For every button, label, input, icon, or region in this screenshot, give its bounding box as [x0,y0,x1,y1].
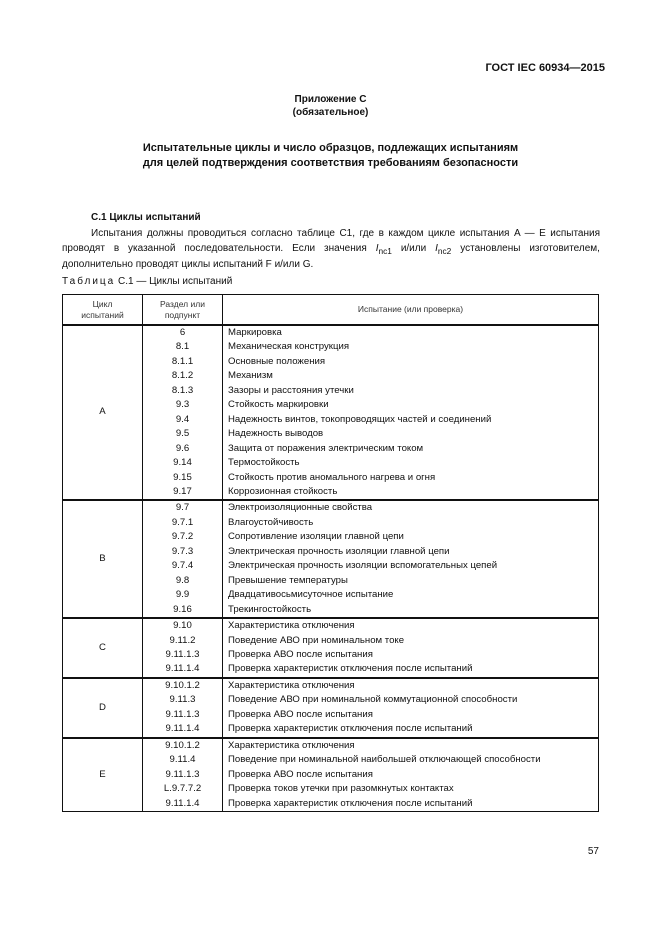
section-cell: 9.17 [143,485,223,500]
para-text: и/или [391,242,436,254]
section-cell: 9.11.1.4 [143,662,223,677]
section-cell: 9.11.1.4 [143,797,223,812]
para-text: установлены изготовителем, дополнительно проводят циклы испытаний F и/или G. [62,242,600,270]
section-cell: 8.1 [143,340,223,354]
test-cell: Поведение АВО при номинальной коммутационной способности [223,693,599,707]
section-cell: 9.7 [143,500,223,515]
symbol: I [435,242,438,254]
test-cell: Электрическая прочность изоляции главной цепи [223,545,599,559]
test-cell: Характеристика отключения [223,618,599,633]
table-row [63,648,599,662]
cycle-cell: C [63,618,143,678]
subscript: nc2 [437,245,452,256]
test-cell: Сопротивление изоляции главной цепи [223,530,599,544]
table-row [63,530,599,544]
section-cell: 9.7.1 [143,516,223,530]
section-cell: 9.11.2 [143,634,223,648]
document-title-line2: для целей подтверждения соответствия требованиям безопасности [142,157,519,169]
table-row [63,722,599,737]
test-cell: Электроизоляционные свойства [223,500,599,515]
section-cell: 9.10.1.2 [143,678,223,693]
test-cell: Проверка токов утечки при разомкнутых контактах [223,782,599,796]
document-title-line1: Испытательные циклы и число образцов, подлежащих испытаниям [142,142,519,154]
table-row [63,369,599,383]
cycle-cell: A [63,325,143,500]
section-cell: 6 [143,325,223,340]
table-row [63,768,599,782]
table-row [63,662,599,677]
para-text: Испытания должны проводиться согласно таблице C1, где в каждом цикле испытания A — E испытания проводят в указанной последовательности. Если значения [62,228,600,254]
table-row [63,797,599,812]
test-cell: Основные положения [223,355,599,369]
test-cell: Проверка характеристик отключения после испытаний [223,662,599,677]
table-row [63,708,599,722]
table-row [63,500,599,515]
section-cell: 9.11.1.3 [143,648,223,662]
test-cell: Проверка характеристик отключения после испытаний [223,722,599,737]
appendix-title: Приложение C [294,94,367,105]
standard-number: ГОСТ IEC 60934—2015 [485,62,605,74]
header-section: Раздел или подпункт [143,295,223,326]
section-cell: 9.7.3 [143,545,223,559]
section-cell: 8.1.3 [143,384,223,398]
cycle-cell: D [63,678,143,738]
table-row [63,618,599,633]
table-row [63,413,599,427]
section-cell: 9.16 [143,603,223,618]
table-row [63,516,599,530]
cycle-cell: E [63,738,143,812]
table-row [63,427,599,441]
page-number: 57 [587,846,599,857]
test-cell: Трекингостойкость [223,603,599,618]
test-cell: Влагоустойчивость [223,516,599,530]
test-cell: Механическая конструкция [223,340,599,354]
section-cell: 8.1.1 [143,355,223,369]
section-cell: 9.7.2 [143,530,223,544]
test-cell: Маркировка [223,325,599,340]
symbol: I [375,242,379,254]
test-cell: Проверка АВО после испытания [223,708,599,722]
test-cell: Превышение температуры [223,574,599,588]
section-heading: C.1 Циклы испытаний [91,212,201,223]
section-cell: 9.10 [143,618,223,633]
test-cell: Проверка АВО после испытания [223,768,599,782]
caption-word: Таблица [62,276,116,287]
section-paragraph [62,227,600,273]
test-cell: Поведение АВО при номинальном токе [223,634,599,648]
section-cell: 9.10.1.2 [143,738,223,753]
test-cycles-table [62,294,599,812]
table-row [63,355,599,369]
table-caption [62,276,232,287]
table-row [63,753,599,767]
table-row [63,442,599,456]
section-cell: 9.3 [143,398,223,412]
section-cell: 9.11.1.4 [143,722,223,737]
test-cell: Двадцативосьмисуточное испытание [223,588,599,602]
subscript: nc1 [378,245,392,256]
table-row [63,634,599,648]
table-row [63,559,599,573]
test-cell: Стойкость против аномального нагрева и огня [223,471,599,485]
table-row [63,738,599,753]
test-cell: Поведение при номинальной наибольшей отключающей способности [223,753,599,767]
section-cell: 9.14 [143,456,223,470]
table-row [63,384,599,398]
appendix-status: (обязательное) [292,107,369,118]
test-cell: Электрическая прочность изоляции вспомогательных цепей [223,559,599,573]
section-cell: 9.7.4 [143,559,223,573]
test-cell: Термостойкость [223,456,599,470]
section-cell: 9.11.1.3 [143,708,223,722]
table-row [63,678,599,693]
table-row [63,588,599,602]
section-cell: 9.9 [143,588,223,602]
table-row [63,325,599,340]
test-cell: Защита от поражения электрическим током [223,442,599,456]
test-cell: Надежность выводов [223,427,599,441]
test-cell: Зазоры и расстояния утечки [223,384,599,398]
section-cell: 9.15 [143,471,223,485]
table-row [63,782,599,796]
section-cell: 9.11.1.3 [143,768,223,782]
table-row [63,340,599,354]
table-row [63,574,599,588]
test-cell: Характеристика отключения [223,678,599,693]
header-cycle: Цикл испытаний [63,295,143,326]
test-cell: Механизм [223,369,599,383]
table-row [63,485,599,500]
section-cell: 9.6 [143,442,223,456]
cycle-cell: B [63,500,143,618]
test-cell: Проверка АВО после испытания [223,648,599,662]
test-cell: Стойкость маркировки [223,398,599,412]
table-row [63,545,599,559]
test-cell: Характеристика отключения [223,738,599,753]
section-cell: 9.11.3 [143,693,223,707]
section-cell: L.9.7.7.2 [143,782,223,796]
table-row [63,603,599,618]
section-cell: 9.11.4 [143,753,223,767]
table-row [63,693,599,707]
test-cell: Надежность винтов, токопроводящих частей и соединений [223,413,599,427]
table-row [63,398,599,412]
section-cell: 9.8 [143,574,223,588]
table-row [63,456,599,470]
test-cell: Коррозионная стойкость [223,485,599,500]
test-cell: Проверка характеристик отключения после испытаний [223,797,599,812]
header-test: Испытание (или проверка) [223,295,599,326]
table-row [63,471,599,485]
section-cell: 8.1.2 [143,369,223,383]
section-cell: 9.4 [143,413,223,427]
section-cell: 9.5 [143,427,223,441]
caption-text: C.1 — Циклы испытаний [115,276,233,287]
